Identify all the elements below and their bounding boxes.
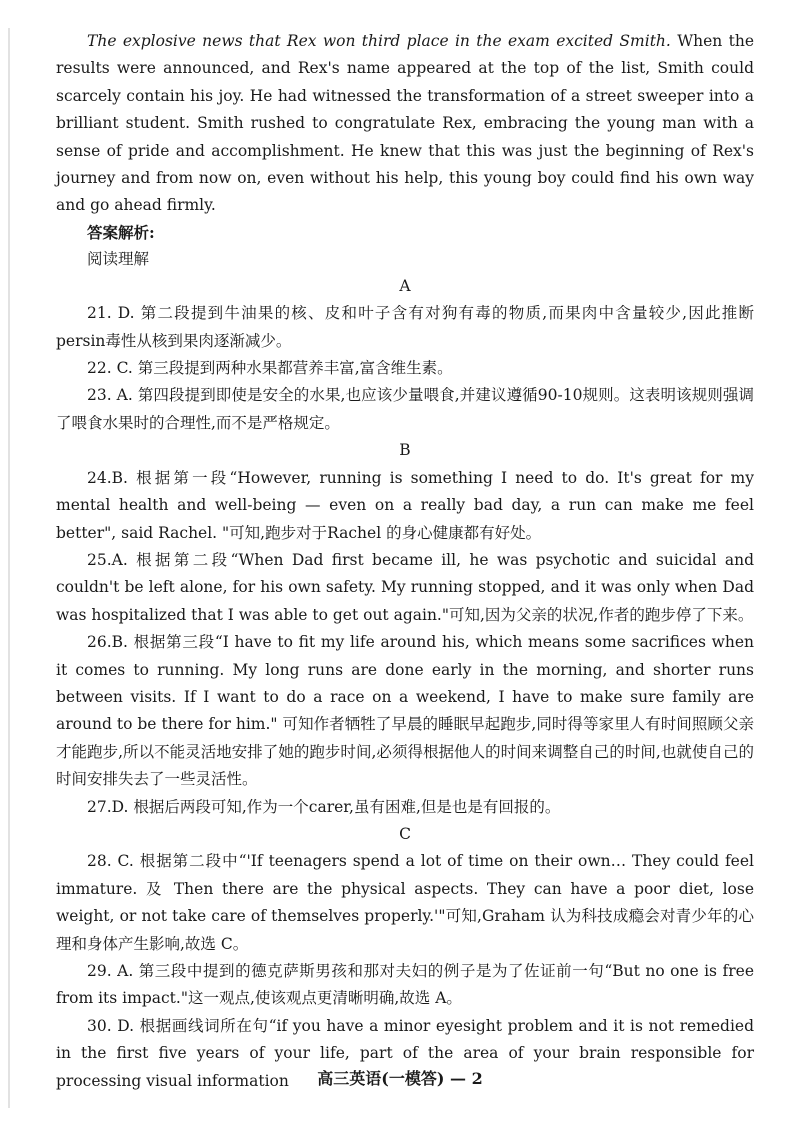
answer-24: 24.B. 根据第一段“However, running is something I need to do. It's great for my mental health and well-being — even on a really bad day, a run can make me feel better", said Rachel. "可知,跑步对于Rachel 的身心健康都有好处。 bbox=[56, 468, 754, 542]
section-b-label: B bbox=[399, 441, 411, 460]
answer-29: 29. A. 第三段中提到的德克萨斯男孩和那对夫妇的例子是为了佐证前一句“But no one is free from its impact."这一观点,使该观点更清晰明确,故选 A。 bbox=[56, 962, 754, 1008]
story-body-text: When the results were announced, and Rex's name appeared at the top of the list, Smith could scarcely contain his joy. He had witnessed the transformation of a street sweeper into a brilliant student. Smith rushed to congratulate Rex, embracing the young man with a sense of pride and accomplishment. He knew that this was just the beginning of Rex's journey and from now on, even without his help, this young boy could find his own way and go ahead firmly. bbox=[56, 32, 754, 215]
answer-21: 21. D. 第二段提到牛油果的核、皮和叶子含有对狗有毒的物质,而果肉中含量较少,因此推断persin毒性从核到果肉逐渐减少。 bbox=[56, 304, 754, 350]
answer-22: 22. C. 第三段提到两种水果都营养丰富,富含维生素。 bbox=[87, 359, 453, 378]
story-lead-sentence: The explosive news that Rex won third place in the exam excited Smith. bbox=[87, 32, 671, 50]
story-ending-paragraph bbox=[56, 28, 754, 220]
page-edge-line bbox=[8, 28, 10, 1108]
page-footer: 高三英语(一模答) — 2 bbox=[317, 1069, 483, 1088]
answer-30: 30. D. 根据画线词所在句“if you have a minor eyesight problem and it is not remedied in the first five years of your life, part of the area of your brain responsible for processing visual information bbox=[56, 1016, 754, 1090]
answer-26: 26.B. 根据第三段“I have to fit my life around his, which means some sacrifices when it comes to running. My long runs are done early in the morning, and shorter runs between visits. If I want to do a race on a weekend, I have to make sure family are around to be there for him." 可知作者牺牲了早晨的睡眠早起跑步,同时得等家里人有时间照顾父亲才能跑步,所以不能灵活地安排了她的跑步时间,必须得根据他人的时间来调整自己的时间,也就使自己的时间安排失去了一些灵活性。 bbox=[56, 633, 754, 789]
document-page bbox=[56, 28, 754, 1095]
answer-25: 25.A. 根据第二段“When Dad first became ill, he was psychotic and suicidal and couldn't be left alone, for his own safety. My running stopped, and it was only when Dad was hospitalized that I was able to get out again."可知,因为父亲的状况,作者的跑步停了下来。 bbox=[56, 550, 754, 624]
answer-27: 27.D. 根据后两段可知,作为一个carer,虽有困难,但是也是有回报的。 bbox=[87, 797, 561, 816]
section-c-label: C bbox=[399, 824, 411, 843]
answer-23: 23. A. 第四段提到即使是安全的水果,也应该少量喂食,并建议遵循90-10规则。这表明该规则强调了喂食水果时的合理性,而不是严格规定。 bbox=[56, 386, 754, 432]
answer-analysis-heading: 答案解析: bbox=[87, 222, 155, 242]
section-a-label: A bbox=[399, 276, 411, 295]
reading-comprehension-heading: 阅读理解 bbox=[87, 250, 150, 269]
answer-28: 28. C. 根据第二段中“'If teenagers spend a lot of time on their own… They could feel immature. 及 Then there are the physical aspects. They can have a poor diet, lose weight, or not take care of themselves properly.'"可知,Graham 认为科技成瘾会对青少年的心理和身体产生影响,故选 C。 bbox=[56, 852, 754, 953]
